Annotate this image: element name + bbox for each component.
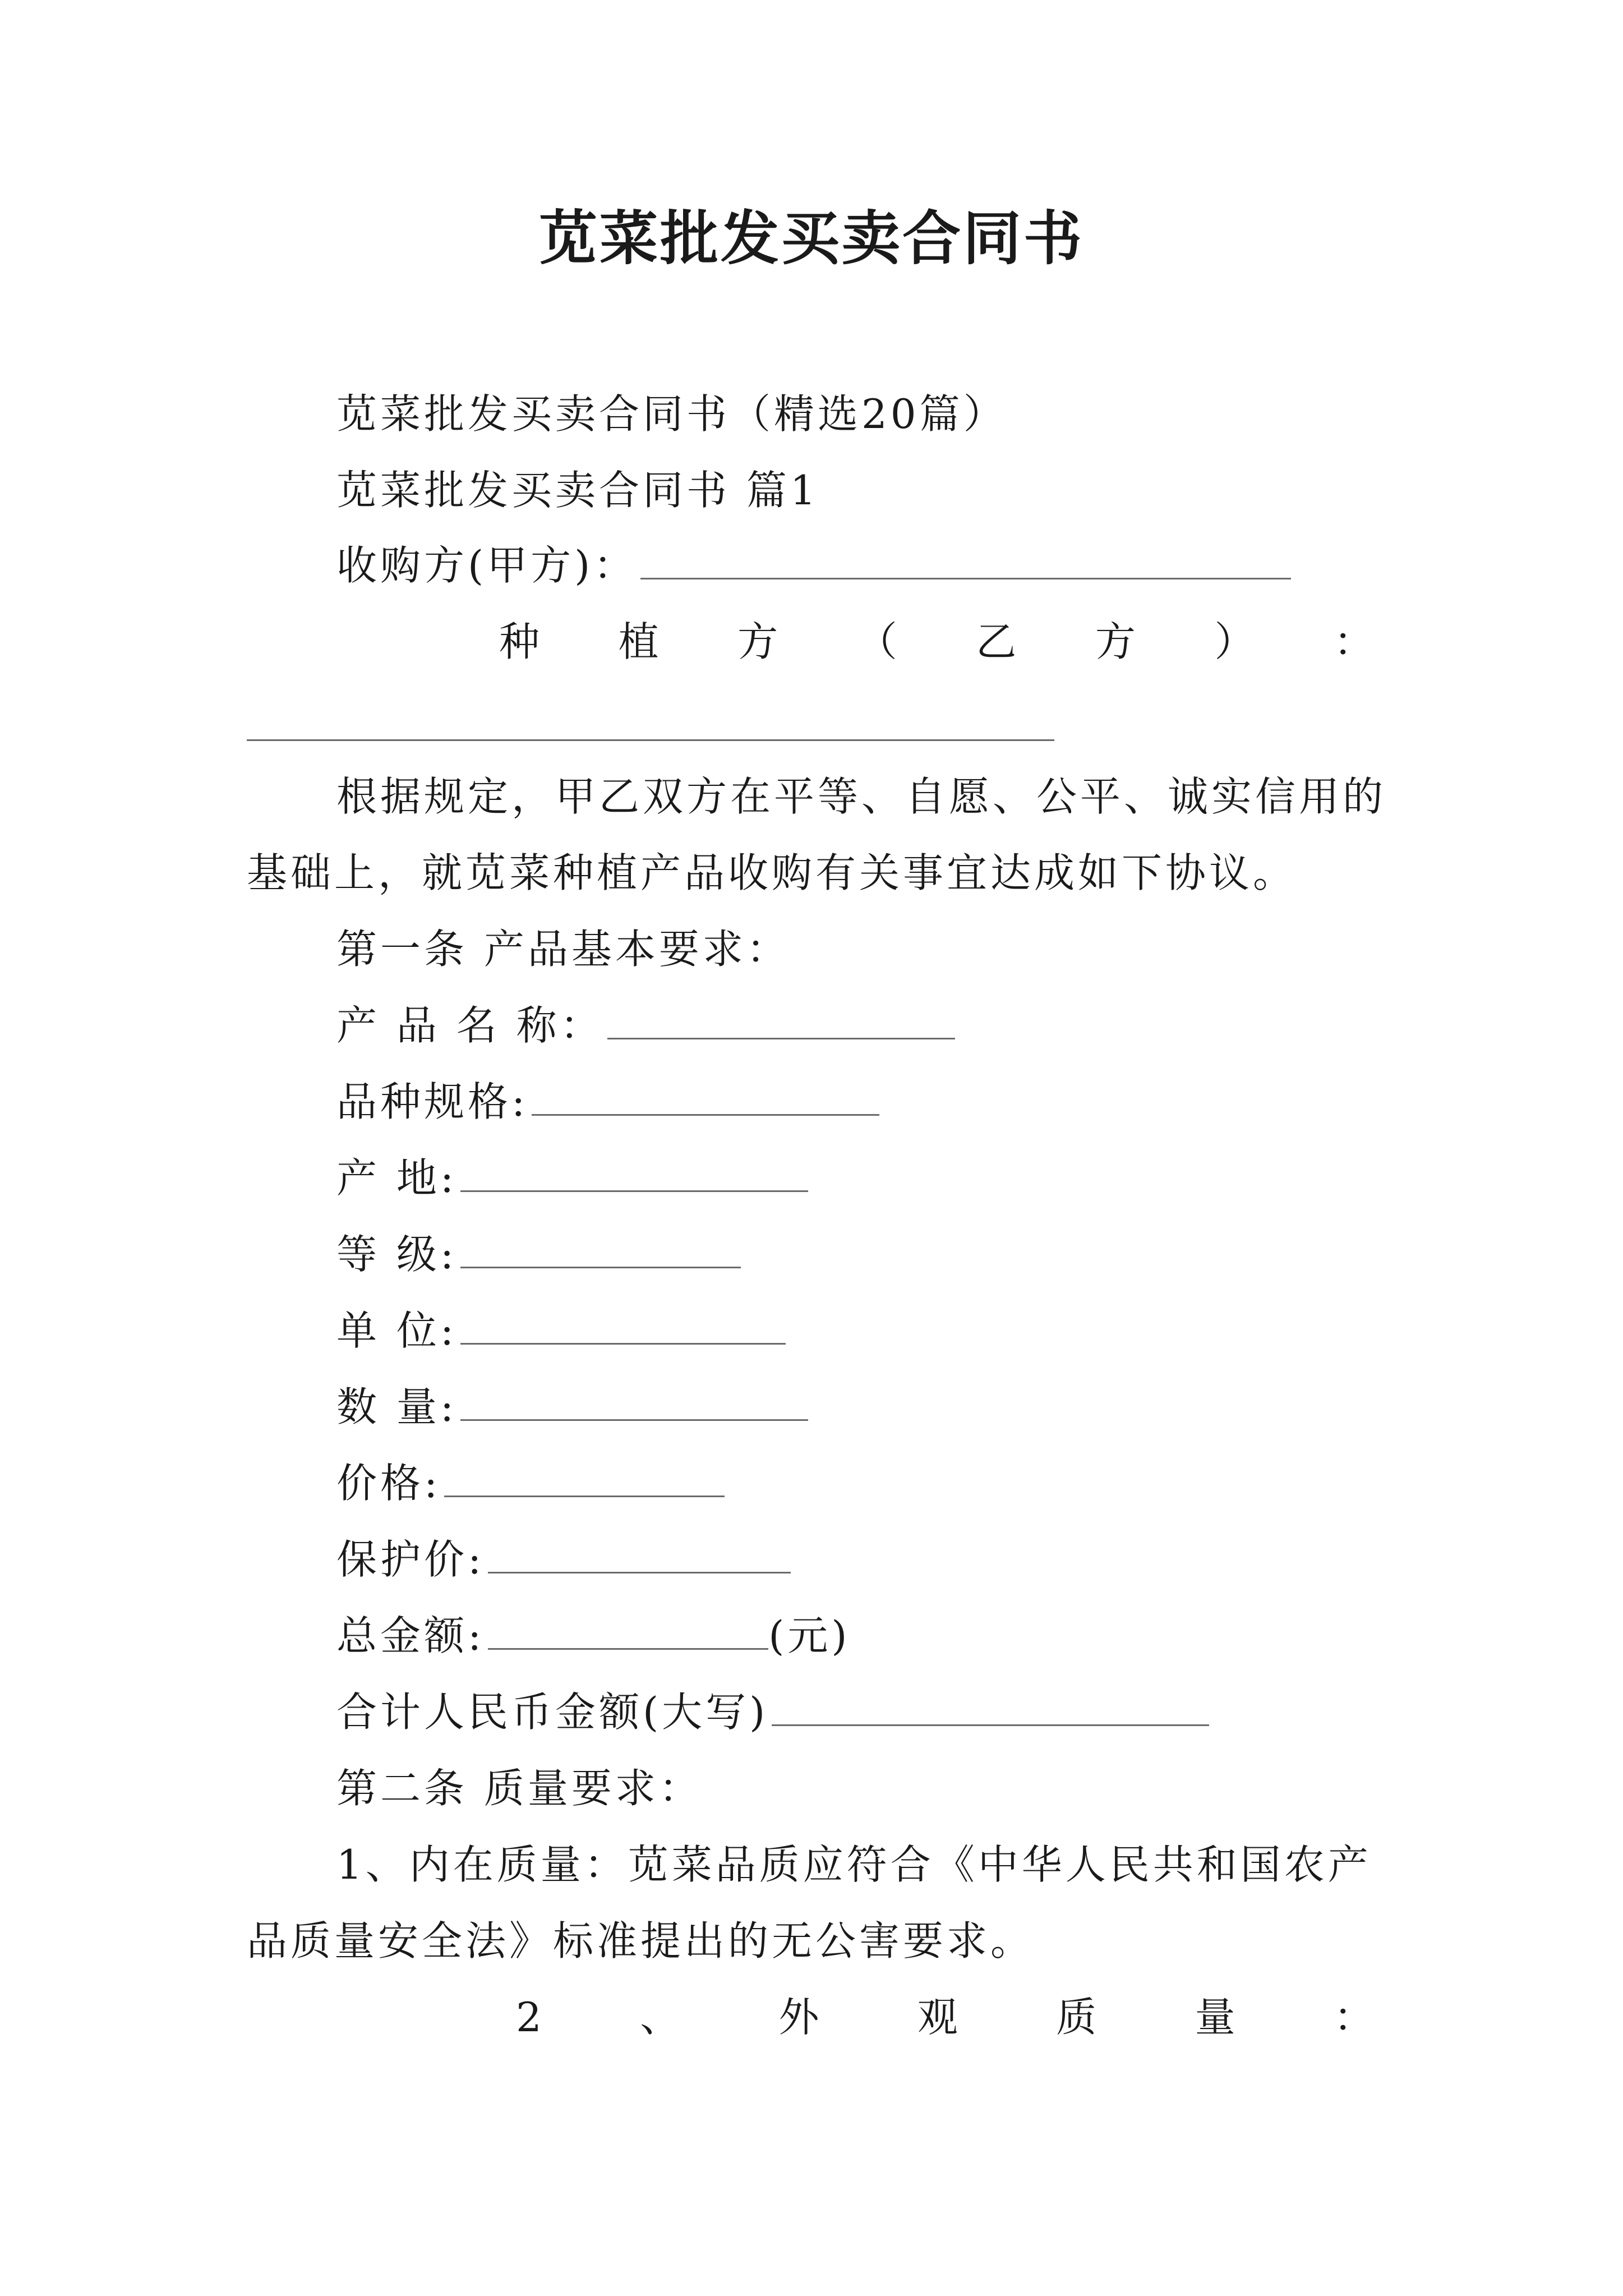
buyer-line xyxy=(336,539,1291,592)
buyer-blank xyxy=(640,543,1291,579)
grower-label-spread xyxy=(499,615,1374,669)
grower-blank xyxy=(247,739,1054,741)
field-label: 品种规格: xyxy=(336,1078,529,1125)
grower-char: 方 xyxy=(1095,618,1136,665)
field-label: 数 量: xyxy=(336,1383,458,1430)
appearance-char: 外 xyxy=(778,1994,819,2041)
grower-char: 方 xyxy=(737,618,778,665)
field-grade xyxy=(336,1227,741,1281)
field-label: 产 品 名 称： xyxy=(336,1002,604,1049)
field-blank xyxy=(460,1232,741,1268)
field-label: 价格: xyxy=(336,1460,441,1507)
field-blank xyxy=(488,1537,791,1573)
field-blank xyxy=(460,1384,808,1421)
appearance-char: 2 xyxy=(516,1994,542,2041)
grower-char: （ xyxy=(856,618,897,665)
appearance-char: 、 xyxy=(640,1994,681,2041)
grower-char: ） xyxy=(1214,618,1255,665)
grower-char: 植 xyxy=(618,618,659,665)
field-origin xyxy=(336,1151,808,1205)
field-blank xyxy=(488,1613,768,1650)
field-blank xyxy=(772,1690,1209,1726)
appearance-char: 量 xyxy=(1195,1994,1235,2041)
document-title: 苋菜批发买卖合同书 xyxy=(538,204,1084,273)
field-label: 产 地: xyxy=(336,1154,458,1202)
field-rmb-amount-upper xyxy=(336,1685,1209,1739)
field-product-name xyxy=(336,999,955,1052)
field-total-amount xyxy=(336,1609,850,1663)
appearance-char: ： xyxy=(1333,1994,1374,2041)
intro-line-2: 基础上，就苋菜种植产品收购有关事宜达成如下协议。 xyxy=(247,849,1297,896)
subtitle: 苋菜批发买卖合同书（精选20篇） xyxy=(336,390,1007,438)
appearance-char: 观 xyxy=(917,1994,958,2041)
field-label: 等 级: xyxy=(336,1231,458,1278)
appearance-quality-spread xyxy=(516,1990,1374,2044)
intro-line-1: 根据规定，甲乙双方在平等、自愿、公平、诚实信用的 xyxy=(336,773,1387,820)
field-unit xyxy=(336,1304,786,1358)
article-2-heading: 第二条 质量要求： xyxy=(336,1765,703,1812)
field-protected-price xyxy=(336,1533,791,1586)
field-blank xyxy=(607,1003,955,1039)
quality-line-1: 1、内在质量：苋菜品质应符合《中华人民共和国农产 xyxy=(336,1841,1372,1888)
field-quantity xyxy=(336,1380,808,1434)
grower-char: ： xyxy=(1333,618,1374,665)
field-variety-spec xyxy=(336,1075,879,1129)
grower-char: 乙 xyxy=(976,618,1017,665)
section-heading: 苋菜批发买卖合同书 篇1 xyxy=(336,467,819,514)
grower-char: 种 xyxy=(499,618,540,665)
buyer-label: 收购方(甲方)： xyxy=(336,542,638,589)
field-blank xyxy=(532,1079,879,1116)
field-blank xyxy=(460,1308,786,1345)
field-label: 单 位: xyxy=(336,1307,458,1354)
quality-line-2: 品质量安全法》标准提出的无公害要求。 xyxy=(247,1917,1035,1964)
field-price xyxy=(336,1456,725,1510)
field-blank xyxy=(444,1461,725,1497)
field-suffix: (元) xyxy=(768,1612,851,1659)
field-label: 合计人民币金额(大写) xyxy=(336,1688,769,1736)
field-label: 保护价: xyxy=(336,1536,485,1583)
appearance-char: 质 xyxy=(1056,1994,1097,2041)
field-blank xyxy=(460,1156,808,1192)
field-label: 总金额: xyxy=(336,1612,485,1659)
article-1-heading: 第一条 产品基本要求： xyxy=(336,926,790,973)
